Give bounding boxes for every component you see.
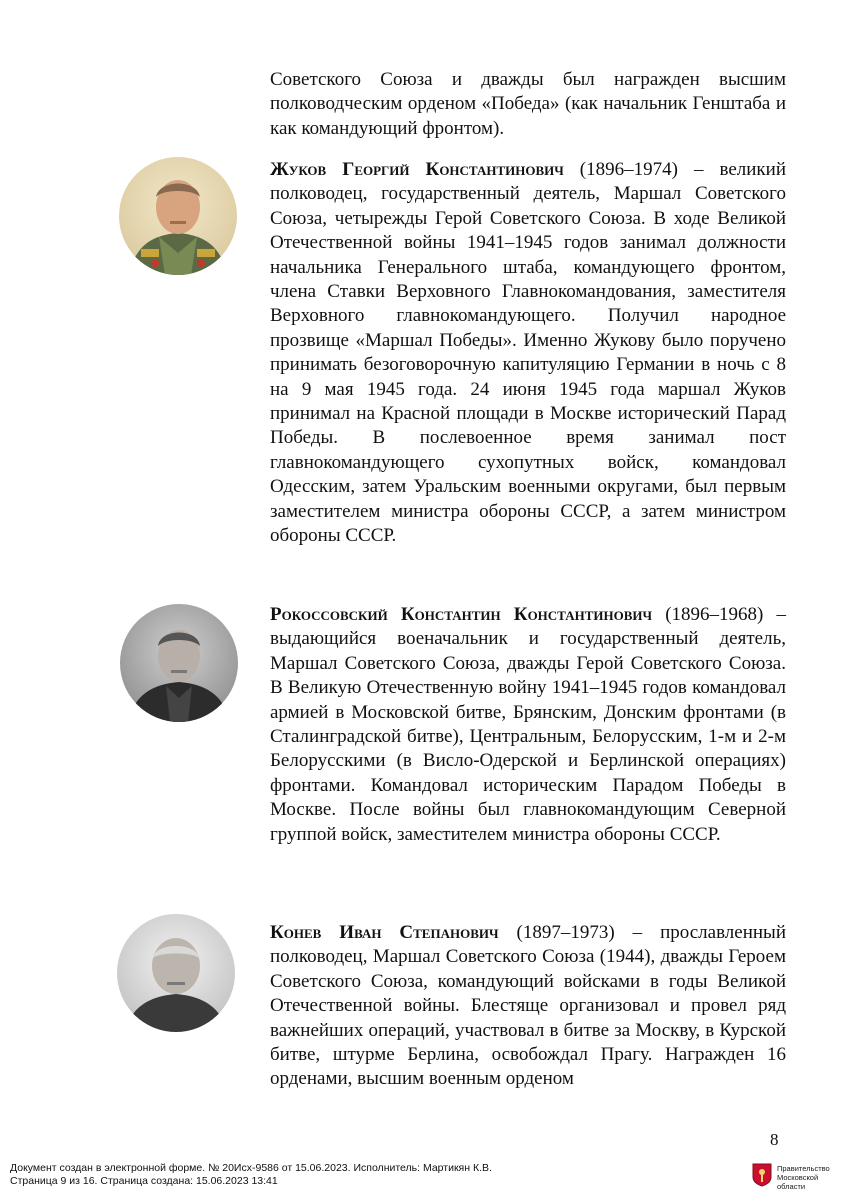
zhukov-portrait	[119, 157, 237, 275]
coat-of-arms-icon	[752, 1163, 772, 1192]
zhukov-paragraph	[270, 158, 786, 549]
person-name: Конев Иван Степанович	[270, 922, 499, 943]
paragraph-text: Советского Союза и дважды был награжден высшим полководческим орденом «Победа» (как начальник Генштаба и как командующий фронтом).	[270, 69, 786, 139]
government-logo-text	[777, 1164, 847, 1191]
gov-line-2: Московской области	[777, 1172, 819, 1191]
rokossovsky-paragraph	[270, 603, 786, 847]
footer-line-1: Документ создан в электронной форме. № 20Исх-9586 от 15.06.2023. Исполнитель: Мартикян К.В.	[10, 1162, 492, 1174]
rokossovsky-portrait	[120, 604, 238, 722]
paragraph-text: (1897–1973) – прославленный полководец, Маршал Советского Союза (1944), дважды Героем Советского Союза, командующий войсками в годы Великой Отечественной войны. Блестяще организовал и провел ряд важнейших операций, участвовал в битве за Москву, в Курской битве, штурме Берлина, освобождал Прагу. Награжден 16 орденами, высшим военным орденом	[270, 922, 786, 1090]
person-name: Рокоссовский Константин Константинович	[270, 604, 653, 625]
paragraph-text: (1896–1968) – выдающийся военачальник и государственный деятель, Маршал Советского Союза, дважды Герой Советского Союза. В Великую Отечественную войну 1941–1945 годов командовал армией в Московской битве, Брянским, Донским фронтами (в Сталинградской битве), Центральным, Белорусским, 1-м и 2-м Белорусскими (в Висло-Одерской и Берлинской операциях) фронтами. Командовал историческим Парадом Победы в Москве. После войны был главнокомандующим Северной группой войск, заместителем министра обороны СССР.	[270, 604, 786, 845]
footer-line-2: Страница 9 из 16. Страница создана: 15.06.2023 13:41	[10, 1175, 278, 1187]
government-logo	[752, 1162, 847, 1192]
person-name: Жуков Георгий Константинович	[270, 159, 564, 180]
gov-line-1: Правительство	[777, 1163, 830, 1173]
document-footer	[10, 1162, 492, 1188]
konev-portrait	[117, 914, 235, 1032]
konev-paragraph	[270, 921, 786, 1092]
paragraph-text: (1896–1974) – великий полководец, государственный деятель, Маршал Советского Союза, четырежды Герой Советского Союза. В ходе Великой Отечественной войны 1941–1945 годов занимал должности начальника Генерального штаба, командующего фронтом, члена Ставки Верховного Главнокомандования, заместителя Верховного главнокомандующего. Получил народное прозвище «Маршал Победы». Именно Жукову было поручено принимать безоговорочную капитуляцию Германии в ночь с 8 на 9 мая 1945 года. 24 июня 1945 года маршал Жуков принимал на Красной площади в Москве исторический Парад Победы. В послевоенное время занимал пост главнокомандующего сухопутных войск, командовал Одесским, затем Уральским военными округами, был первым заместителем министра обороны СССР, а затем министром обороны СССР.	[270, 159, 786, 547]
page-number: 8	[770, 1130, 779, 1149]
continuation-paragraph	[270, 68, 786, 141]
